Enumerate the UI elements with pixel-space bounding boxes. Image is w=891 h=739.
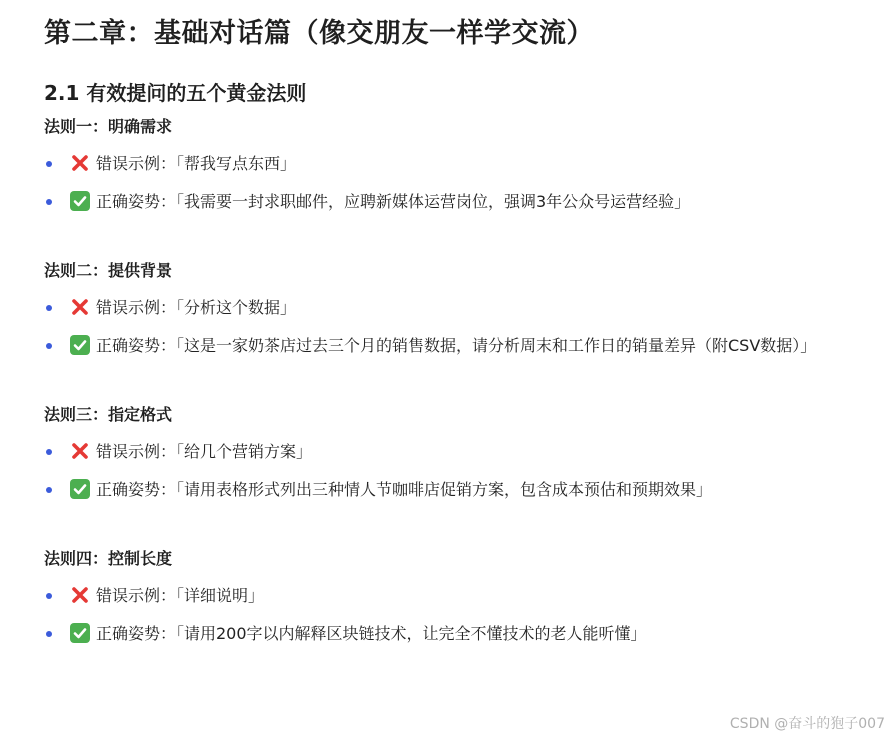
rule-title: 法则二：提供背景 (44, 261, 173, 280)
bullet-dot (46, 161, 52, 167)
cross-mark-icon (70, 297, 90, 317)
section-title: 2.1 有效提问的五个黄金法则 (44, 81, 307, 105)
chapter-title: 第二章：基础对话篇（像交朋友一样学交流） (44, 18, 594, 49)
rule-example-list (44, 150, 871, 216)
rule-title: 法则四：控制长度 (44, 549, 173, 568)
rule-title: 法则三：指定格式 (44, 405, 173, 424)
wrong-example-text: 错误示例：「详细说明」 (96, 586, 265, 605)
wrong-example-item (44, 150, 871, 178)
wrong-example-text: 错误示例：「分析这个数据」 (96, 298, 297, 317)
right-example-text: 正确姿势：「我需要一封求职邮件，应聘新媒体运营岗位，强调3年公众号运营经验」 (96, 192, 691, 211)
right-example-text: 正确姿势：「请用表格形式列出三种情人节咖啡店促销方案，包含成本预估和预期效果」 (96, 480, 713, 499)
rule-block (44, 258, 871, 360)
rule-example-list (44, 582, 871, 648)
rule-block (44, 546, 871, 648)
bullet-dot (46, 305, 52, 311)
bullet-dot (46, 487, 52, 493)
document-body (44, 14, 871, 658)
check-mark-icon (70, 623, 90, 643)
bullet-dot (46, 631, 52, 637)
check-mark-icon (70, 335, 90, 355)
bullet-dot (46, 449, 52, 455)
rule-block (44, 114, 871, 216)
rule-example-list (44, 294, 871, 360)
bullet-dot (46, 343, 52, 349)
right-example-item (44, 620, 871, 648)
right-example-text: 正确姿势：「请用200字以内解释区块链技术，让完全不懂技术的老人能听懂」 (96, 624, 647, 643)
check-mark-icon (70, 479, 90, 499)
rule-block (44, 402, 871, 504)
right-example-item (44, 476, 871, 504)
rule-title: 法则一：明确需求 (44, 117, 173, 136)
wrong-example-text: 错误示例：「帮我写点东西」 (96, 154, 297, 173)
rule-example-list (44, 438, 871, 504)
right-example-item (44, 332, 871, 360)
cross-mark-icon (70, 441, 90, 461)
bullet-dot (46, 593, 52, 599)
wrong-example-item (44, 294, 871, 322)
cross-mark-icon (70, 153, 90, 173)
check-mark-icon (70, 191, 90, 211)
right-example-item (44, 188, 871, 216)
watermark: CSDN @奋斗的狍子007 (729, 716, 885, 732)
wrong-example-item (44, 438, 871, 466)
cross-mark-icon (70, 585, 90, 605)
wrong-example-item (44, 582, 871, 610)
right-example-text: 正确姿势：「这是一家奶茶店过去三个月的销售数据，请分析周末和工作日的销量差异（附CSV数据）」 (96, 336, 817, 355)
wrong-example-text: 错误示例：「给几个营销方案」 (96, 442, 313, 461)
bullet-dot (46, 199, 52, 205)
